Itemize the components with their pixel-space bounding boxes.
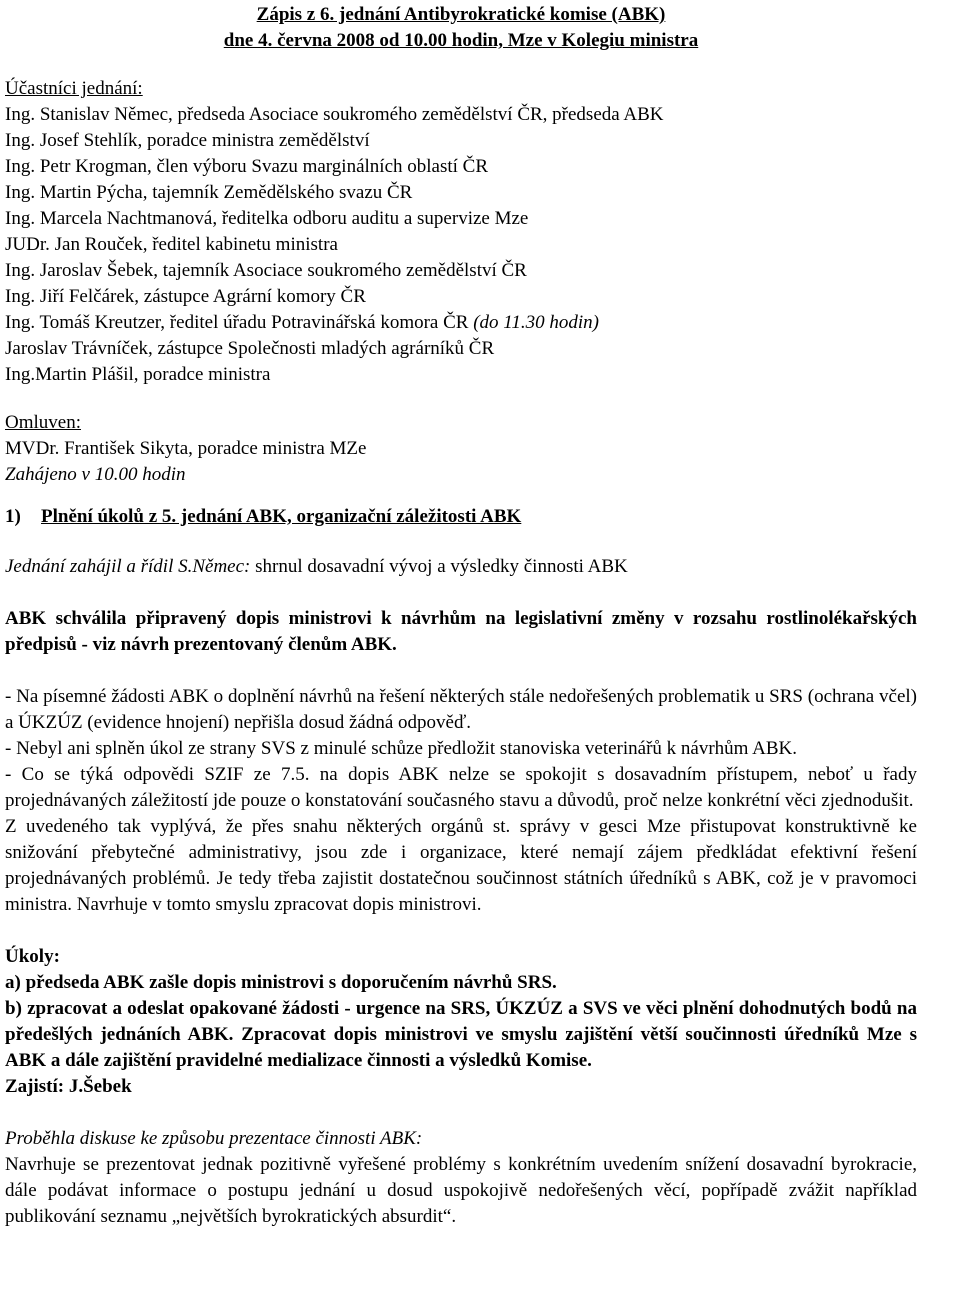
participant-kreutzer: Ing. Tomáš Kreutzer, ředitel úřadu Potravinářská komora ČR bbox=[5, 312, 474, 333]
excused-label: Omluven: bbox=[5, 412, 81, 433]
participants-list bbox=[5, 102, 917, 388]
section-heading bbox=[5, 504, 917, 530]
discussion-text: Navrhuje se prezentovat jednak pozitivně vyřešené problémy s konkrétním uvedením snížení dosavadní byrokracie, dále podávat informace o postupu jednání u dosud uspokojivě nedořešených věcí, popřípadě zvážit například publikování seznamu „největších byrokratických absurdit“. bbox=[5, 1154, 917, 1227]
participant-item: Ing. Stanislav Němec, předseda Asociace soukromého zemědělství ČR, předseda ABK bbox=[5, 104, 664, 125]
opening-text: shrnul dosavadní vývoj a výsledky činnosti ABK bbox=[250, 556, 628, 577]
participant-item bbox=[5, 310, 917, 336]
participants-label: Účastníci jednání: bbox=[5, 78, 143, 99]
task-b: b) zpracovat a odeslat opakované žádosti - urgence na SRS, ÚKZÚZ a SVS ve věci plnění dohodnutých bodů na předešlých jednáních ABK. Zpracovat dopis ministrovi ve smyslu zajištění větší součinnosti úředníků Mze s ABK a dále zajištění pravidelné medializace činnosti a výsledků Komise. bbox=[5, 998, 917, 1071]
excused-item: MVDr. František Sikyta, poradce ministra MZe bbox=[5, 438, 367, 459]
conclusion-paragraph: Z uvedeného tak vyplývá, že přes snahu některých orgánů st. správy v gesci Mze přistupovat konstruktivně ke snižování přebytečné administrativy, jsou zde i organizace, které nemají zájem předkládat efektivní řešení projednávaných problémů. Je tedy třeba zajistit dostatečnou součinnost státních úředníků s ABK, což je v pravomoci ministra. Navrhuje v tomto smyslu zpracovat dopis ministrovi. bbox=[5, 816, 917, 915]
document-subtitle: dne 4. června 2008 od 10.00 hodin, Mze v Kolegiu ministra bbox=[223, 30, 699, 51]
participant-item: Ing. Jiří Felčárek, zástupce Agrární komory ČR bbox=[5, 286, 366, 307]
participant-item: Ing. Josef Stehlík, poradce ministra zemědělství bbox=[5, 130, 370, 151]
task-assignee: Zajistí: J.Šebek bbox=[5, 1076, 132, 1097]
section-number: 1) bbox=[5, 506, 21, 527]
tasks-label: Úkoly: bbox=[5, 946, 60, 967]
approved-paragraph: ABK schválila připravený dopis ministrovi k návrhům na legislativní změny v rozsahu rostlinolékařských předpisů - viz návrh prezentovaný členům ABK. bbox=[5, 608, 917, 655]
task-a: a) předseda ABK zašle dopis ministrovi s doporučením návrhů SRS. bbox=[5, 972, 557, 993]
participant-item: Ing. Petr Krogman, člen výboru Svazu marginálních oblastí ČR bbox=[5, 156, 489, 177]
point-paragraph: - Co se týká odpovědi SZIF ze 7.5. na dopis ABK nelze se spokojit s dosavadním přístupem, neboť u řady projednávaných záležitostí jde pouze o konstatování současného stavu a důvodů, proč nelze konkrétní věci zjednodušit. bbox=[5, 764, 917, 811]
discussion-heading: Proběhla diskuse ke způsobu prezentace činnosti ABK: bbox=[5, 1128, 423, 1149]
started-time: Zahájeno v 10.00 hodin bbox=[5, 464, 186, 485]
participant-item: Ing. Jaroslav Šebek, tajemník Asociace soukromého zemědělství ČR bbox=[5, 260, 527, 281]
participant-item: Ing. Marcela Nachtmanová, ředitelka odboru auditu a supervize Mze bbox=[5, 208, 529, 229]
section-title: Plnění úkolů z 5. jednání ABK, organizační záležitosti ABK bbox=[41, 506, 522, 527]
point-paragraph: - Na písemné žádosti ABK o doplnění návrhů na řešení některých stále nedořešených problematik u SRS (ochrana včel) a ÚKZÚZ (evidence hnojení) nepřišla dosud žádná odpověď. bbox=[5, 686, 917, 733]
point-paragraph: - Nebyl ani splněn úkol ze strany SVS z minulé schůze předložit stanoviska veterinářů k návrhům ABK. bbox=[5, 738, 798, 759]
participant-kreutzer-note: (do 11.30 hodin) bbox=[473, 312, 599, 333]
document-title: Zápis z 6. jednání Antibyrokratické komise (ABK) bbox=[256, 4, 666, 25]
participant-item: Ing.Martin Plášil, poradce ministra bbox=[5, 364, 271, 385]
participant-item: Ing. Martin Pýcha, tajemník Zemědělského svazu ČR bbox=[5, 182, 413, 203]
opening-paragraph bbox=[5, 554, 917, 580]
opening-italic: Jednání zahájil a řídil S.Němec: bbox=[5, 556, 251, 577]
participant-item: JUDr. Jan Rouček, ředitel kabinetu ministra bbox=[5, 234, 338, 255]
participant-item: Jaroslav Trávníček, zástupce Společnosti mladých agrárníků ČR bbox=[5, 338, 495, 359]
